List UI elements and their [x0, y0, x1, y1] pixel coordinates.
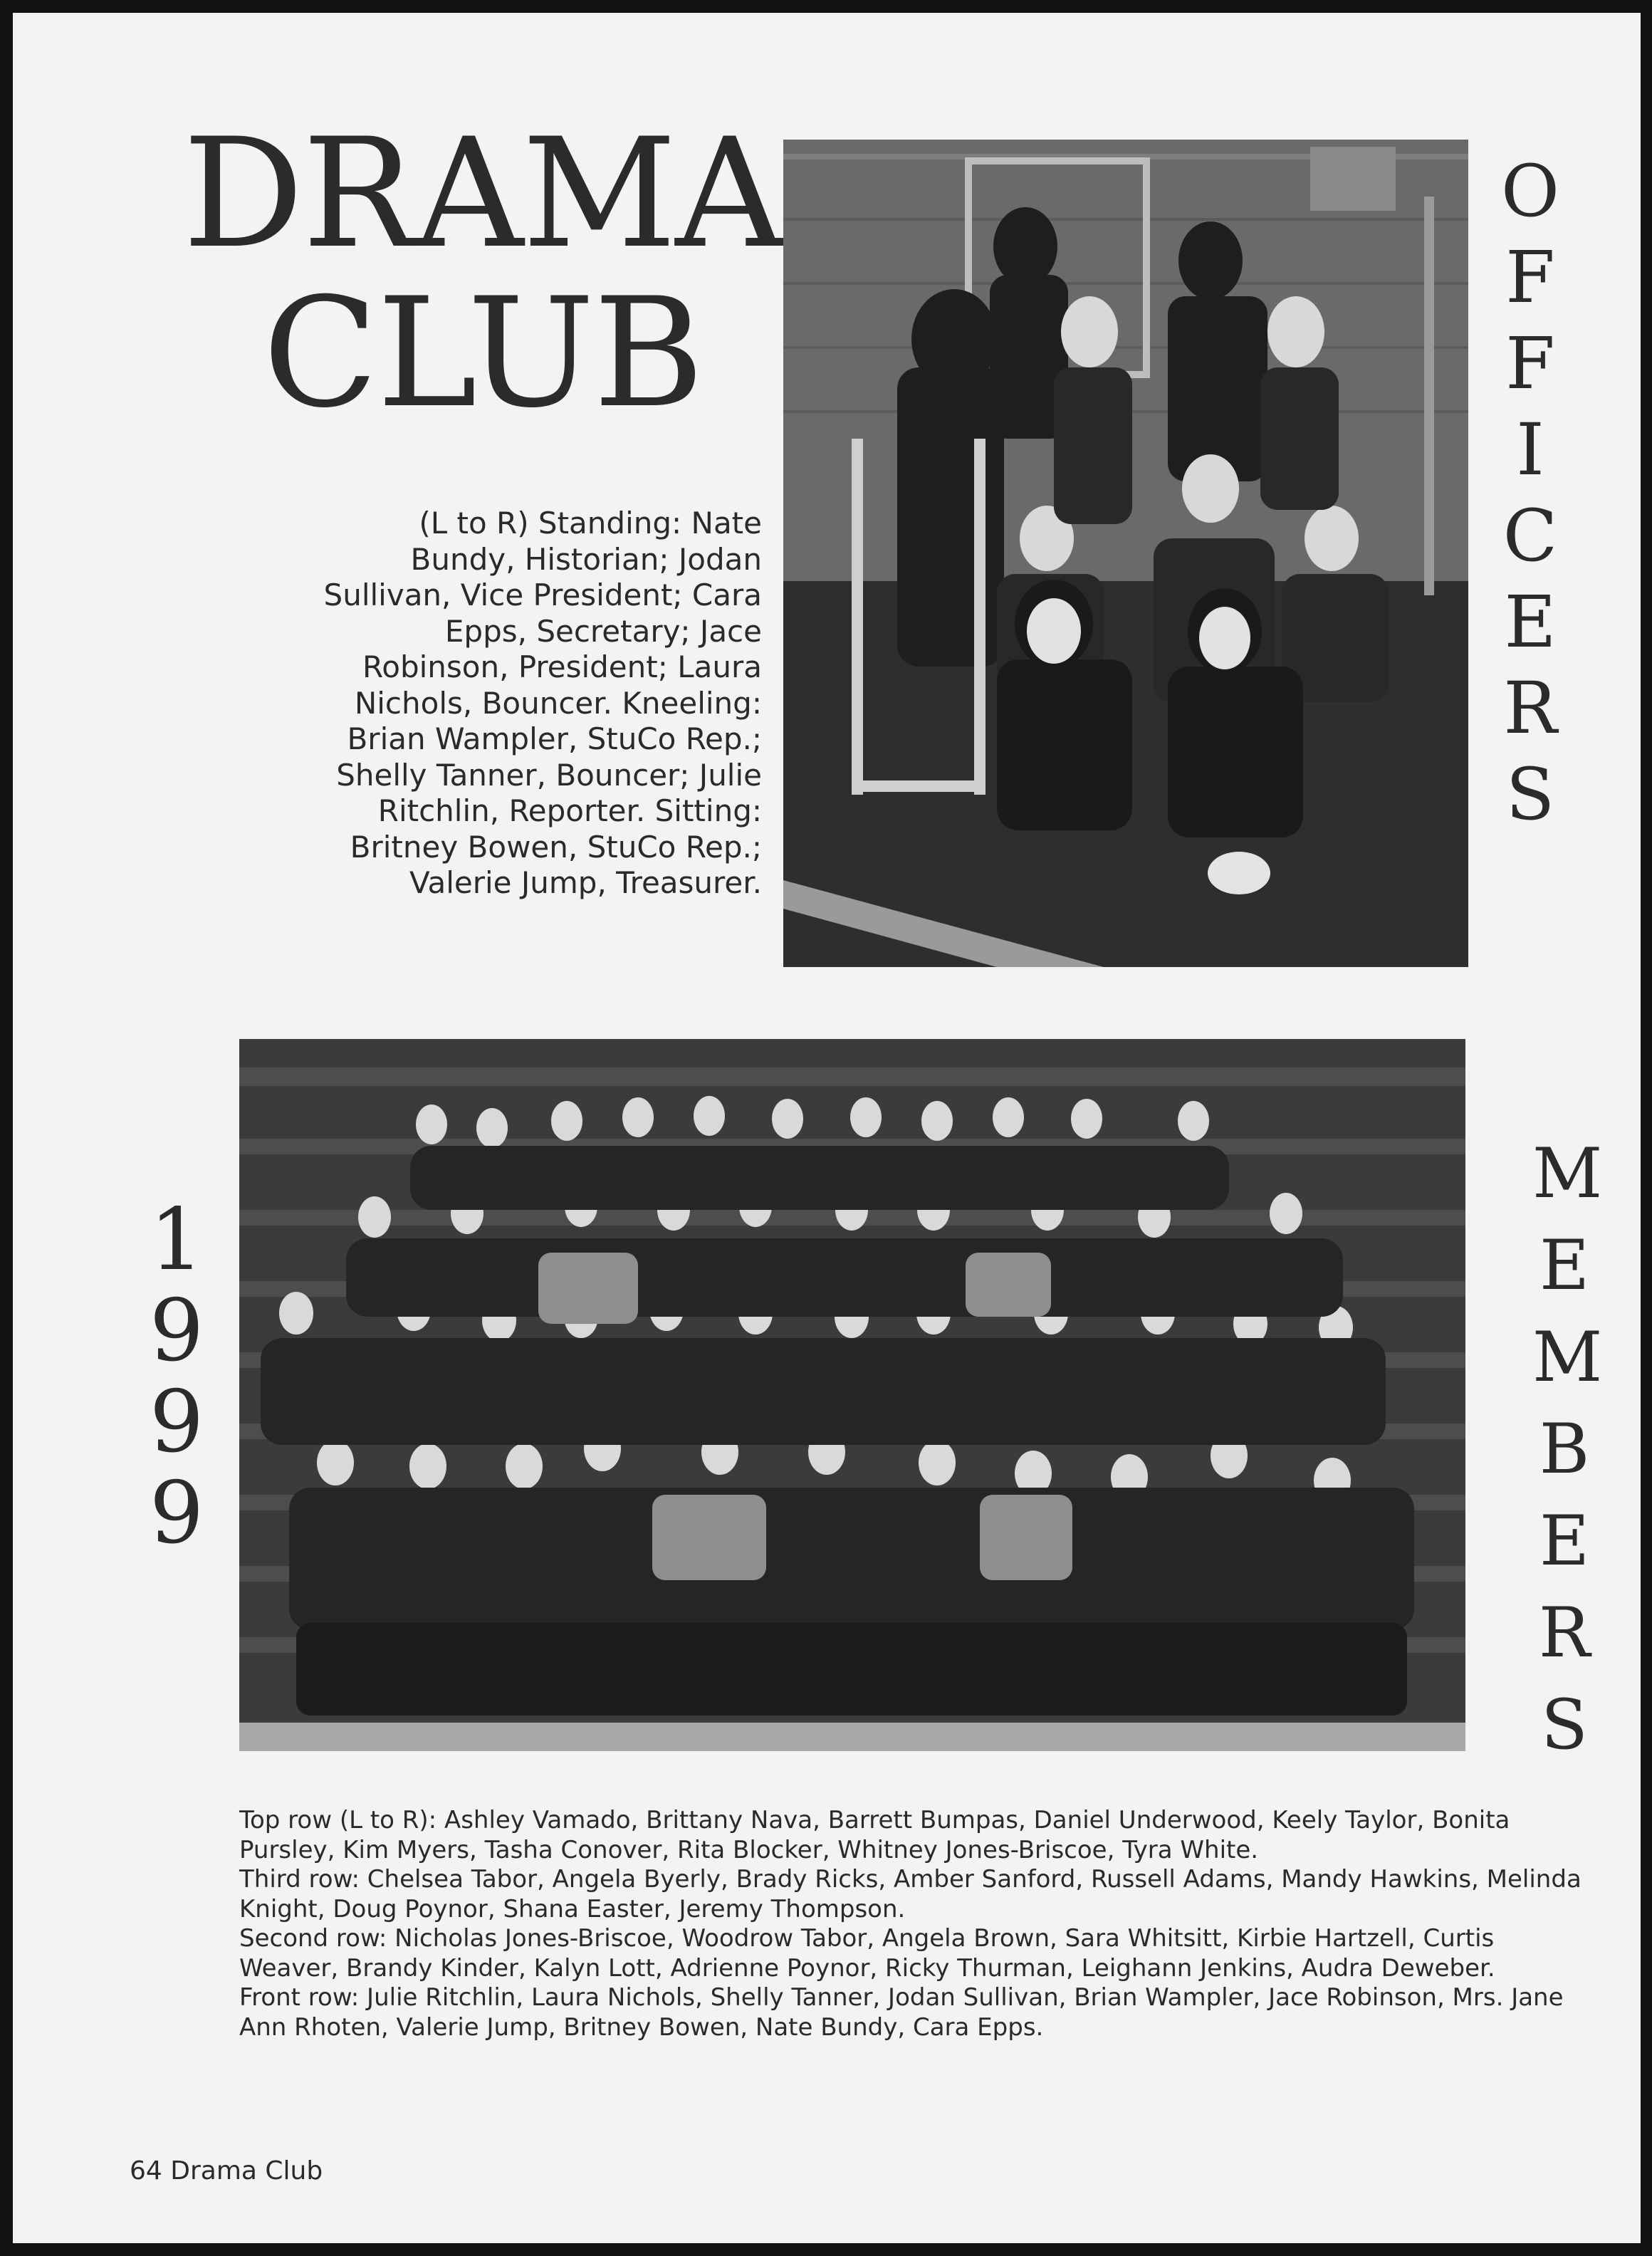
- officers-letter: I: [1516, 408, 1544, 491]
- officers-caption-line: Brian Wampler, StuCo Rep.;: [347, 721, 762, 756]
- year-digit: 9: [149, 1464, 204, 1563]
- officers-letter: F: [1505, 236, 1555, 319]
- members-letter: M: [1532, 1317, 1603, 1397]
- members-letter: M: [1532, 1134, 1603, 1213]
- members-letter: E: [1539, 1501, 1590, 1581]
- officers-letter: F: [1505, 322, 1555, 405]
- officers-caption-line: Epps, Secretary; Jace: [444, 613, 762, 649]
- members-caption: [239, 1806, 1585, 2042]
- members-letter: R: [1538, 1593, 1591, 1673]
- year-digit: 9: [149, 1373, 204, 1472]
- year-digit: 9: [149, 1282, 204, 1381]
- officers-photo-illustration: [783, 140, 1468, 967]
- officers-letter: R: [1503, 667, 1557, 750]
- page-title-line-1: DRAMA: [182, 105, 783, 281]
- officers-letter: C: [1502, 494, 1558, 578]
- members-caption-second-row: Second row: Nicholas Jones-Briscoe, Woodrow Tabor, Angela Brown, Sara Whitsitt, Kirbie Hartzell, Curtis Weaver, Brandy Kinder, Kalyn Lott, Adrienne Poynor, Ricky Thurman, Leighann Jenkins, Audra Deweber.: [239, 1924, 1495, 1983]
- members-caption-top-row: Top row (L to R): Ashley Vamado, Brittany Nava, Barrett Bumpas, Daniel Underwood, Keely Taylor, Bonita Pursley, Kim Myers, Tasha Conover, Rita Blocker, Whitney Jones-Briscoe, Tyra White.: [239, 1806, 1510, 1864]
- members-caption-front-row: Front row: Julie Ritchlin, Laura Nichols, Shelly Tanner, Jodan Sullivan, Brian Wampler, Jace Robinson, Mrs. Jane Ann Rhoten, Valerie Jump, Britney Bowen, Nate Bundy, Cara Epps.: [239, 1983, 1564, 2042]
- officers-letter: O: [1501, 150, 1559, 233]
- members-vertical-label: [1532, 1128, 1603, 1771]
- members-caption-third-row: Third row: Chelsea Tabor, Angela Byerly, Brady Ricks, Amber Sanford, Russell Adams, Mandy Hawkins, Melinda Knight, Doug Poynor, Shana Easter, Jeremy Thompson.: [239, 1865, 1582, 1923]
- officers-vertical-label: [1498, 148, 1562, 837]
- year-digit: 1: [149, 1191, 204, 1290]
- members-photo-illustration: [239, 1039, 1465, 1751]
- year-vertical-label: [141, 1191, 212, 1563]
- officers-caption-line: Ritchlin, Reporter. Sitting:: [377, 793, 762, 828]
- officers-caption-line: Robinson, President; Laura: [362, 649, 762, 684]
- page-title-line-2: CLUB: [263, 265, 703, 441]
- members-letter: E: [1539, 1226, 1590, 1305]
- officers-letter: E: [1504, 580, 1557, 664]
- officers-caption-line: Bundy, Historian; Jodan: [410, 541, 762, 577]
- page-folio: 64 Drama Club: [130, 2156, 323, 2186]
- members-letter: B: [1539, 1409, 1590, 1489]
- members-letter: S: [1541, 1685, 1588, 1765]
- officers-caption: [226, 506, 762, 902]
- officers-letter: S: [1505, 753, 1555, 836]
- yearbook-page: [13, 13, 1641, 2243]
- officers-caption-line: (L to R) Standing: Nate: [419, 506, 762, 540]
- officers-group-photo: [783, 140, 1468, 967]
- officers-caption-line: Shelly Tanner, Bouncer; Julie: [336, 757, 762, 793]
- officers-caption-line: Valerie Jump, Treasurer.: [409, 865, 762, 900]
- officers-caption-line: Sullivan, Vice President; Cara: [323, 578, 762, 612]
- officers-caption-line: Britney Bowen, StuCo Rep.;: [350, 829, 762, 865]
- officers-caption-line: Nichols, Bouncer. Kneeling:: [354, 685, 762, 721]
- members-group-photo: [239, 1039, 1465, 1751]
